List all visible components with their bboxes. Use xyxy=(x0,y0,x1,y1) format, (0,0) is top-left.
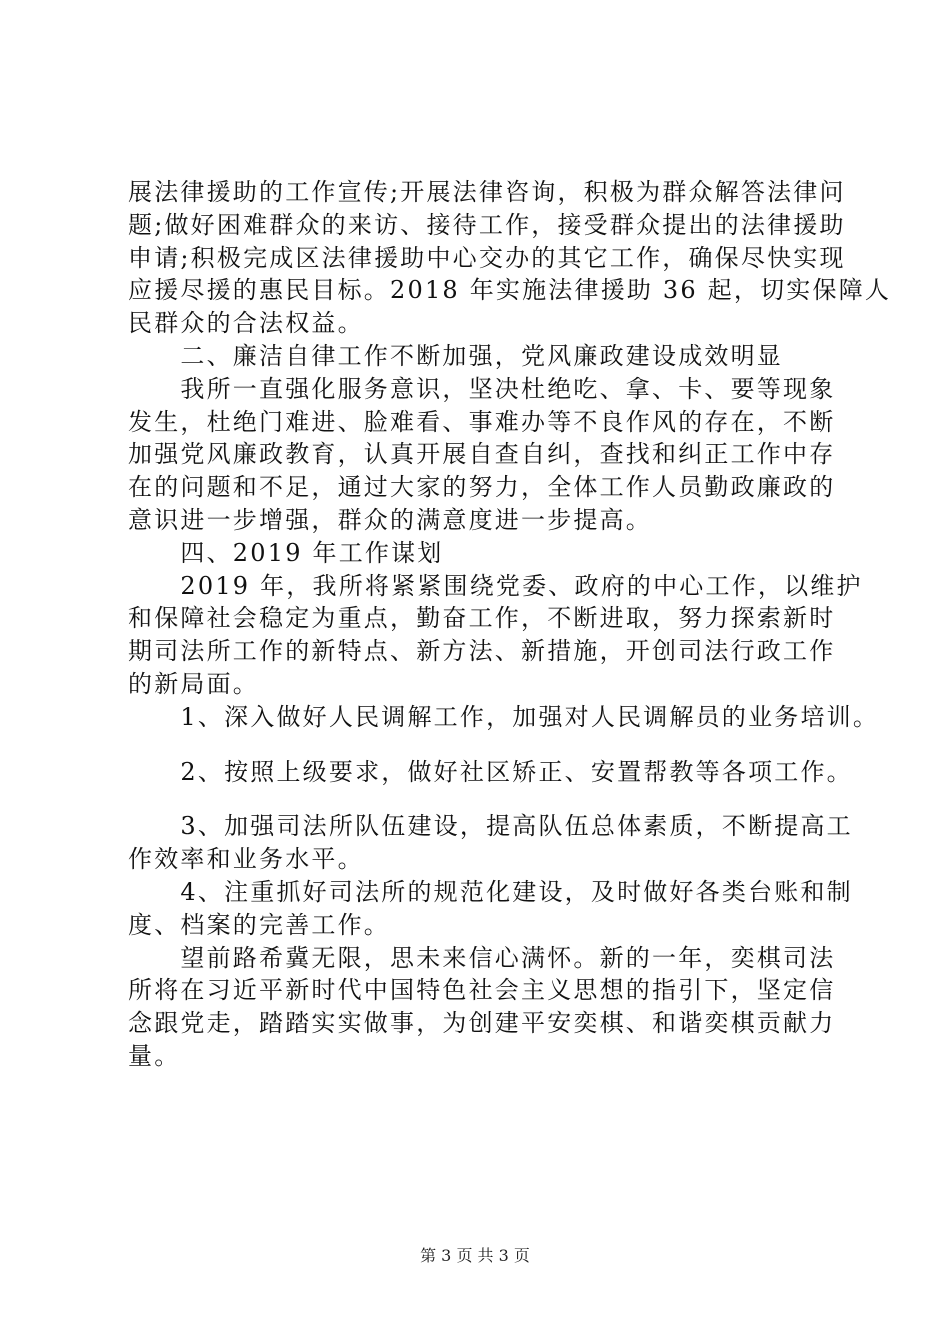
text-line: 念跟党走，踏踏实实做事，为创建平安奕棋、和谐奕棋贡献力 xyxy=(128,1009,836,1038)
text-line: 发生，杜绝门难进、脸难看、事难办等不良作风的存在，不断 xyxy=(128,407,836,436)
list-item: 4、注重抓好司法所的规范化建设，及时做好各类台账和制 xyxy=(128,877,853,906)
list-item: 2、按照上级要求，做好社区矫正、安置帮教等各项工作。 xyxy=(128,757,853,786)
text-line: 2019 年，我所将紧紧围绕党委、政府的中心工作，以维护 xyxy=(128,571,863,600)
text-line: 展法律援助的工作宣传;开展法律咨询，积极为群众解答法律问 xyxy=(128,178,846,206)
list-item: 1、深入做好人民调解工作，加强对人民调解员的业务培训。 xyxy=(128,702,880,731)
text-line: 申请;积极完成区法律援助中心交办的其它工作，确保尽快实现 xyxy=(128,243,846,272)
text-line: 加强党风廉政教育，认真开展自查自纠，查找和纠正工作中存 xyxy=(128,440,836,469)
text-line: 我所一直强化服务意识，坚决杜绝吃、拿、卡、要等现象 xyxy=(128,374,836,403)
paragraph-gap xyxy=(128,734,848,756)
text-line: 意识进一步增强，群众的满意度进一步提高。 xyxy=(128,505,652,534)
text-line: 民群众的合法权益。 xyxy=(128,309,364,338)
text-line: 的新局面。 xyxy=(128,669,259,698)
text-line: 期司法所工作的新特点、新方法、新措施，开创司法行政工作 xyxy=(128,637,836,666)
text-line: 量。 xyxy=(128,1041,181,1070)
text-line: 和保障社会稳定为重点，勤奋工作，不断进取，努力探索新时 xyxy=(128,604,836,633)
list-item: 3、加强司法所队伍建设，提高队伍总体素质，不断提高工 xyxy=(128,812,853,841)
section-heading: 二、廉洁自律工作不断加强，党风廉政建设成效明显 xyxy=(128,341,783,370)
text-line: 度、档案的完善工作。 xyxy=(128,910,390,939)
paragraph-gap xyxy=(128,788,848,810)
text-line: 应援尽援的惠民目标。2018 年实施法律援助 36 起，切实保障人 xyxy=(128,276,892,305)
text-line: 望前路希冀无限，思未来信心满怀。新的一年，奕棋司法 xyxy=(128,943,836,972)
text-line: 在的问题和不足，通过大家的努力，全体工作人员勤政廉政的 xyxy=(128,473,836,502)
text-line: 所将在习近平新时代中国特色社会主义思想的指引下，坚定信 xyxy=(128,976,836,1005)
document-body xyxy=(128,176,892,1073)
page-number: 第 3 页 共 3 页 xyxy=(420,1246,530,1265)
section-heading: 四、2019 年工作谋划 xyxy=(128,538,444,567)
text-line: 题;做好困难群众的来访、接待工作，接受群众提出的法律援助 xyxy=(128,210,846,239)
text-line: 作效率和业务水平。 xyxy=(128,845,364,874)
